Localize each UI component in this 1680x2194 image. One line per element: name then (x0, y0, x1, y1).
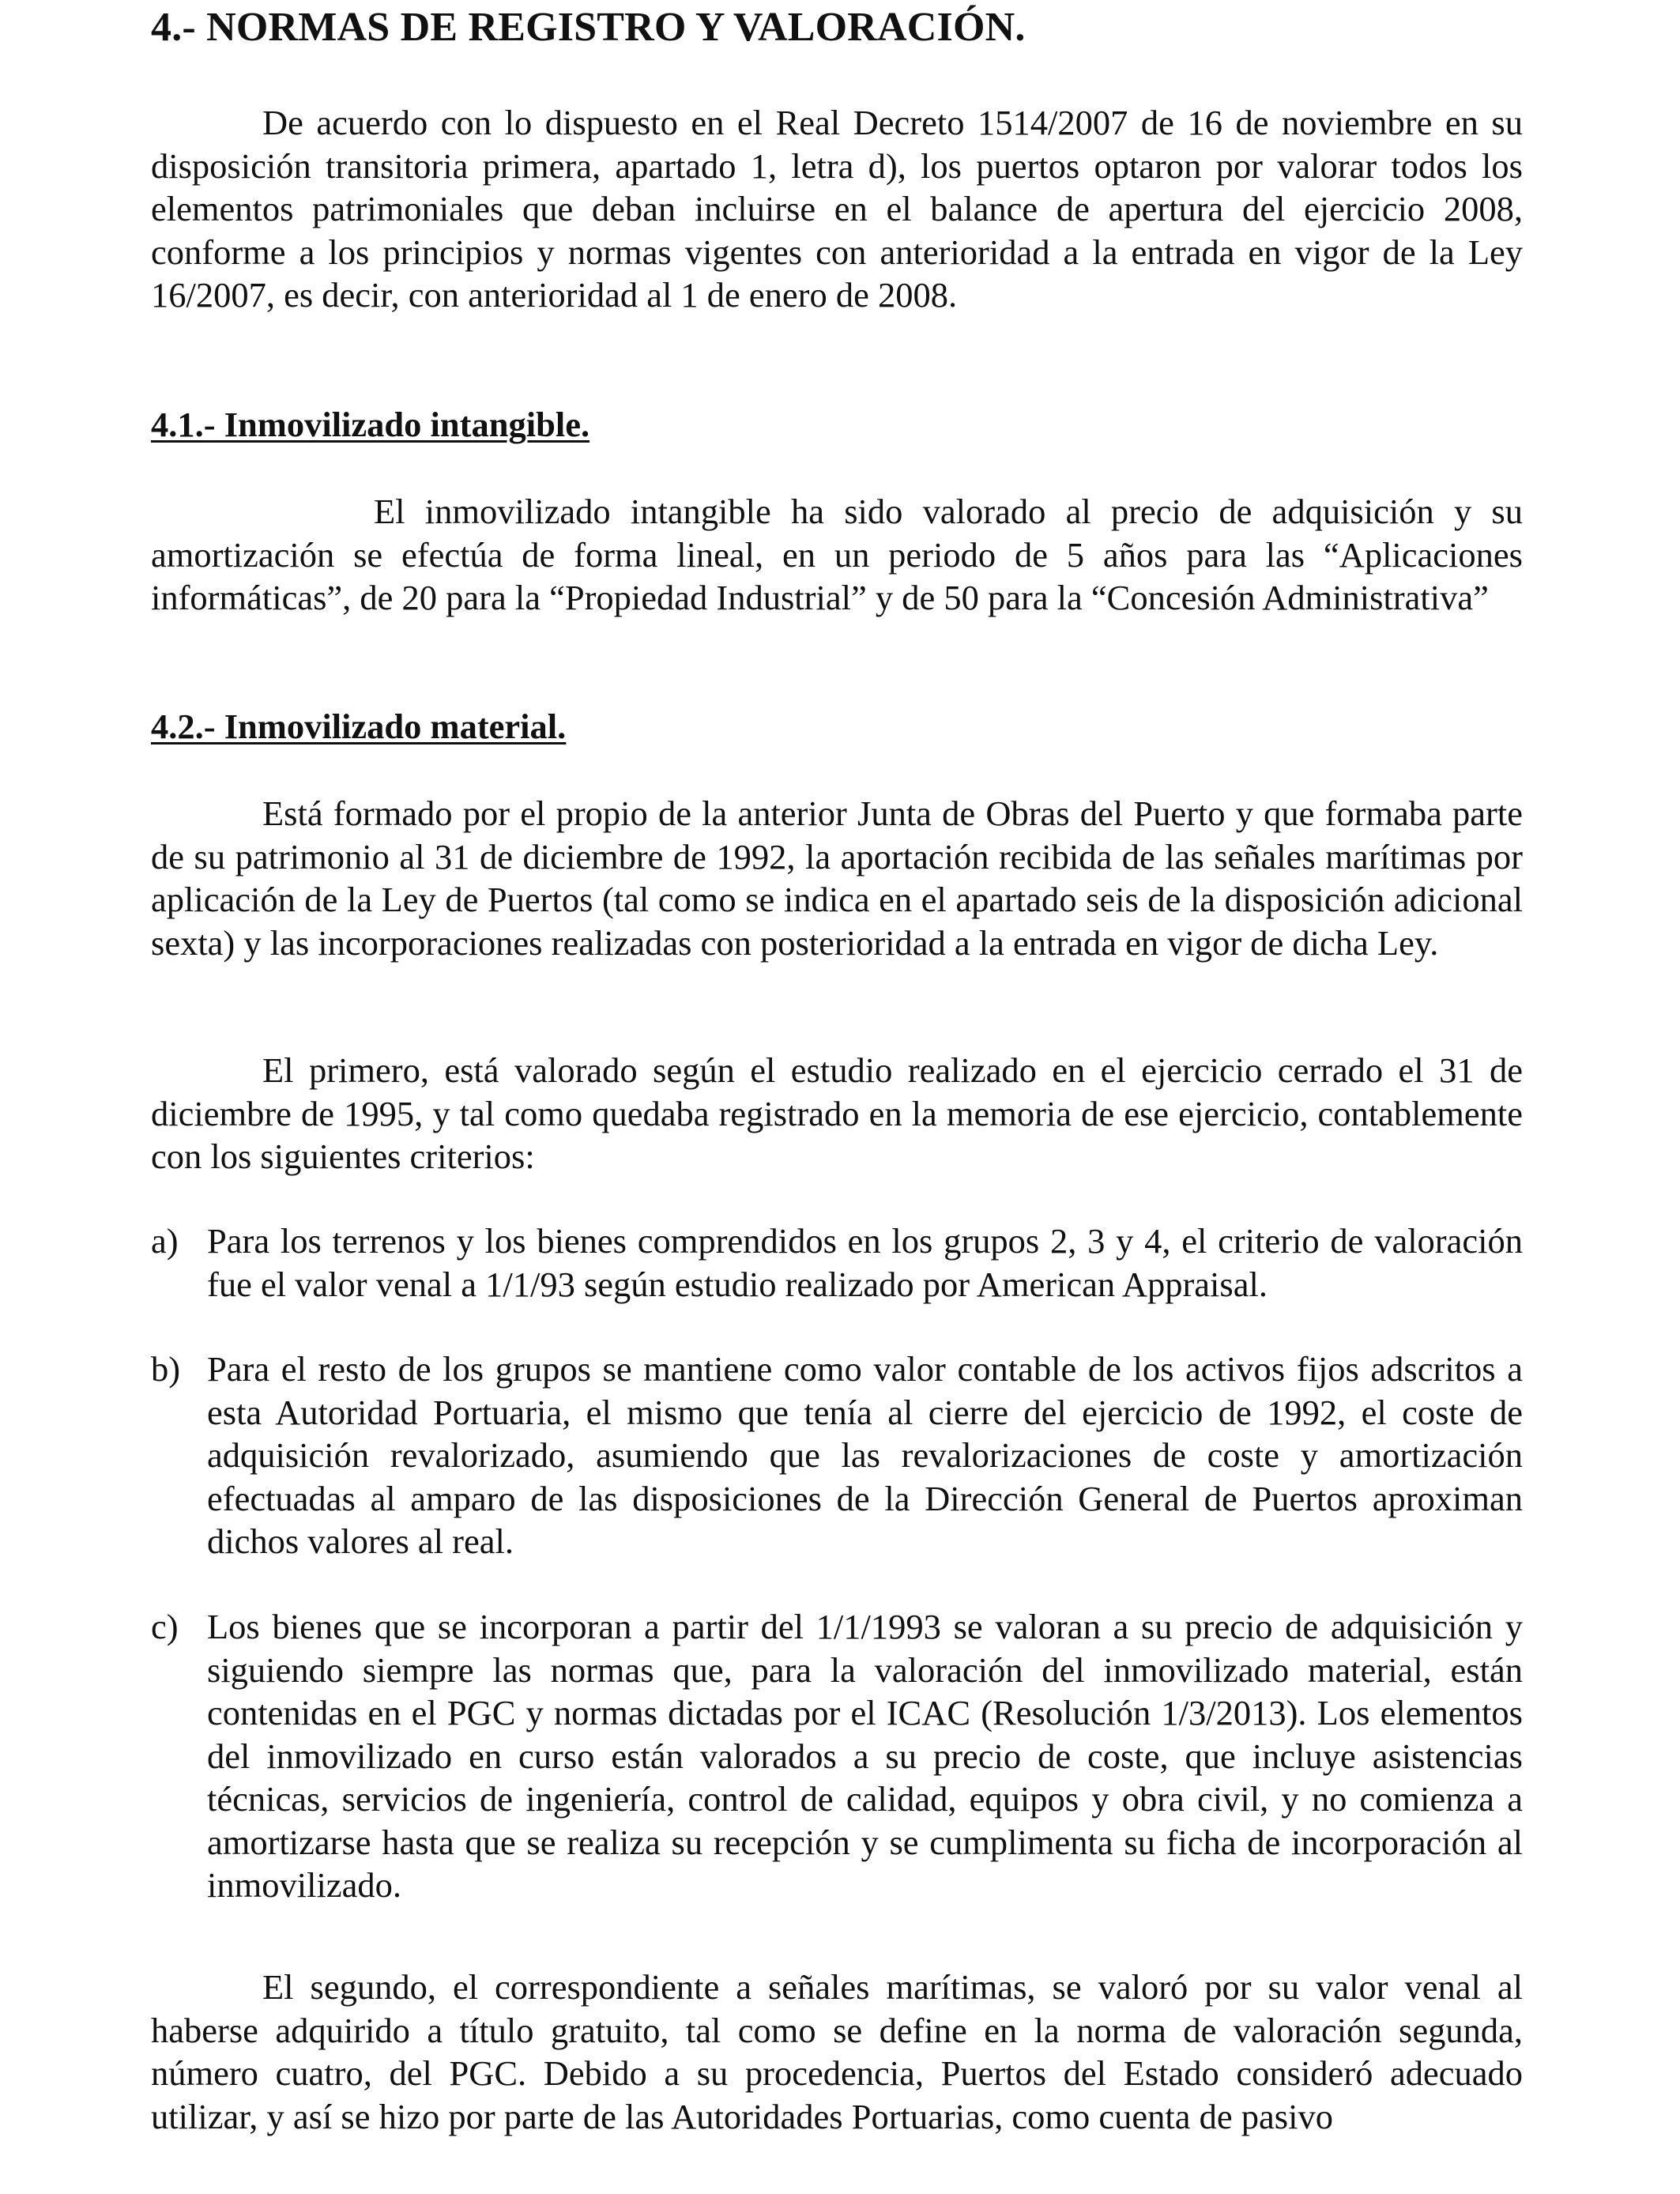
list-marker: b) (151, 1349, 181, 1389)
material-paragraph-valuation: El primero, está valorado según el estudio realizado en el ejercicio cerrado el 31 de diciembre de 1995, y tal como quedaba registrado en la memoria de ese ejercicio, contablemente con los siguientes criterios: (151, 1050, 1523, 1176)
intro-paragraph: De acuerdo con lo dispuesto en el Real Decreto 1514/2007 de 16 de noviembre en su disposición transitoria primera, apartado 1, letra d), los puertos optaron por valorar todos los elementos patrimoniales que deban incluirse en el balance de apertura del ejercicio 2008, conforme a los principios y normas vigentes con anterioridad a la entrada en vigor de la Ley 16/2007, es decir, con anterioridad al 1 de enero de 2008. (151, 103, 1523, 315)
section-heading-material: 4.2.- Inmovilizado material. (151, 707, 567, 746)
list-marker: a) (151, 1221, 179, 1261)
intangible-paragraph: El inmovilizado intangible ha sido valorado al precio de adquisición y su amortización se efectúa de forma lineal, en un periodo de 5 años para las “Aplicaciones informáticas”, de 20 para la “Propiedad Industrial” y de 50 para la “Concesión Administrativa” (151, 492, 1523, 617)
list-item (151, 1605, 1523, 1907)
page-title: 4.- NORMAS DE REGISTRO Y VALORACIÓN. (151, 5, 1026, 50)
list-item-text: Para los terrenos y los bienes comprendidos en los grupos 2, 3 y 4, el criterio de valoración fue el valor venal a 1/1/93 según estudio realizado por American Appraisal. (207, 1221, 1523, 1304)
list-item (151, 1348, 1523, 1563)
list-marker: c) (151, 1607, 179, 1646)
list-item-text: Para el resto de los grupos se mantiene como valor contable de los activos fijos adscritos a esta Autoridad Portuaria, el mismo que tenía al cierre del ejercicio de 1992, el coste de adquisición revalorizado, asumiendo que las revalorizaciones de coste y amortización efectuadas al amparo de las disposiciones de la Dirección General de Puertos aproximan dichos valores al real. (207, 1349, 1523, 1561)
section-heading-intangible: 4.1.- Inmovilizado intangible. (151, 405, 590, 444)
list-item (151, 1220, 1523, 1306)
material-paragraph-composition: Está formado por el propio de la anterior Junta de Obras del Puerto y que formaba parte de su patrimonio al 31 de diciembre de 1992, la aportación recibida de las señales marítimas por aplicación de la Ley de Puertos (tal como se indica en el apartado seis de la disposición adicional sexta) y las incorporaciones realizadas con posterioridad a la entrada en vigor de dicha Ley. (151, 794, 1523, 963)
list-item-text: Los bienes que se incorporan a partir del 1/1/1993 se valoran a su precio de adquisición y siguiendo siempre las normas que, para la valoración del inmovilizado material, están contenidas en el PGC y normas dictadas por el ICAC (Resolución 1/3/2013). Los elementos del inmovilizado en curso están valorados a su precio de coste, que incluye asistencias técnicas, servicios de ingeniería, control de calidad, equipos y obra civil, y no comienza a amortizarse hasta que se realiza su recepción y se cumplimenta su ficha de incorporación al inmovilizado. (207, 1607, 1523, 1905)
signals-paragraph: El segundo, el correspondiente a señales marítimas, se valoró por su valor venal al haberse adquirido a título gratuito, tal como se define en la norma de valoración segunda, número cuatro, del PGC. Debido a su procedencia, Puertos del Estado consideró adecuado utilizar, y así se hizo por parte de las Autoridades Portuarias, como cuenta de pasivo (151, 1967, 1523, 2136)
